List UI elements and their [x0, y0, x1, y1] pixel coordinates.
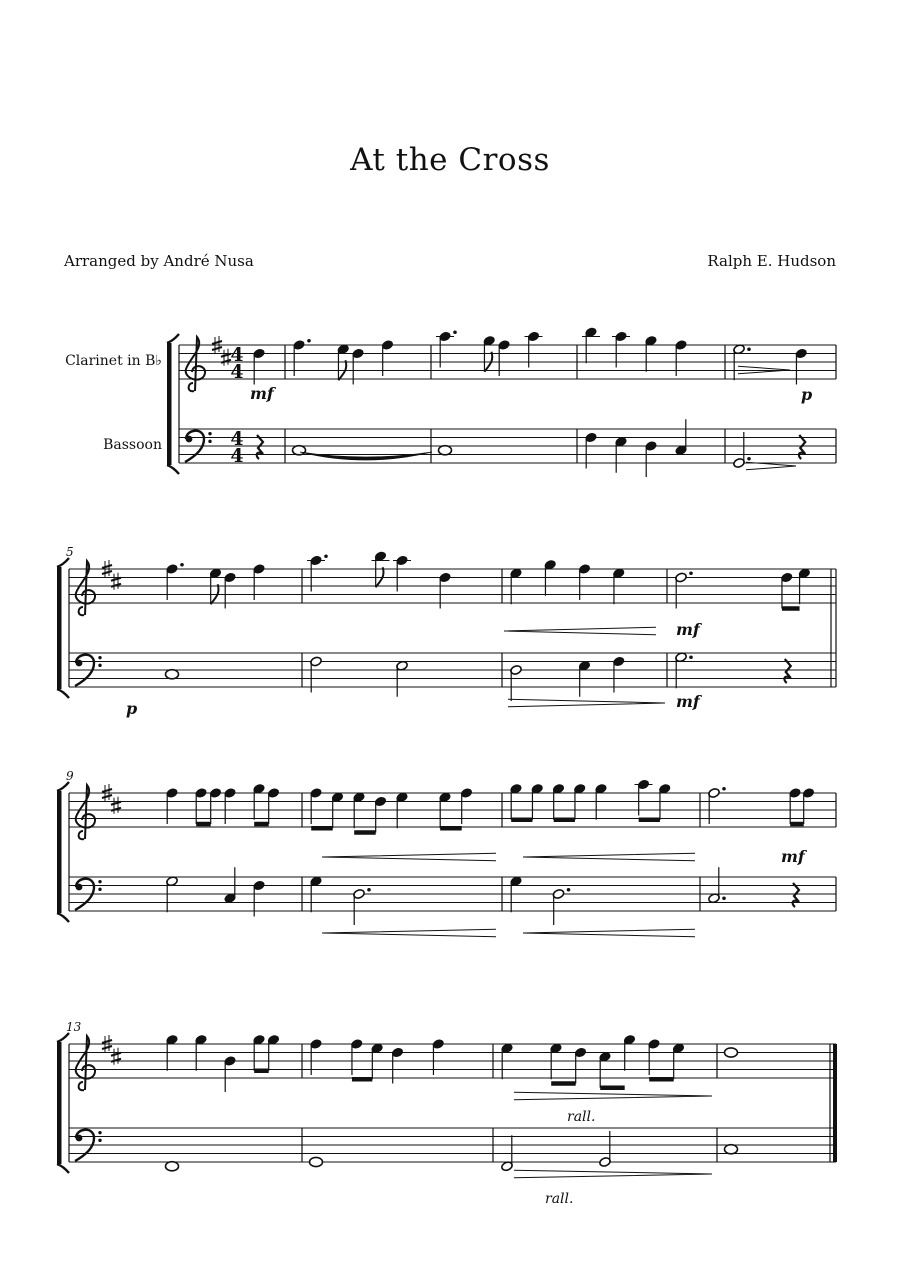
- arranger-credit: Arranged by André Nusa: [64, 252, 254, 270]
- system-bracket: [57, 689, 69, 698]
- crescendo-hairpin: [523, 853, 695, 861]
- sharp-icon: [212, 341, 222, 344]
- time-signature-numerator: 4: [230, 344, 244, 366]
- augmentation-dot: [453, 330, 457, 334]
- crescendo-hairpin: [322, 853, 496, 861]
- bass-clef-icon: [76, 1135, 83, 1142]
- bass-clef-icon: [98, 880, 101, 883]
- decrescendo-hairpin: [514, 1092, 712, 1100]
- augmentation-dot: [180, 563, 184, 567]
- notehead: [725, 1145, 738, 1154]
- measure-number: 13: [66, 1020, 82, 1034]
- notehead: [725, 1048, 738, 1057]
- system-bracket: [57, 1164, 69, 1173]
- dynamic-p: p: [801, 385, 813, 404]
- notehead: [310, 1157, 323, 1166]
- time-signature-denominator: 4: [230, 445, 244, 467]
- bass-clef-icon: [76, 884, 83, 891]
- sharp-icon: [102, 1040, 112, 1043]
- crescendo-hairpin: [523, 929, 695, 937]
- quarter-rest: [784, 659, 790, 683]
- dynamic-mf: mf: [250, 384, 274, 403]
- bass-clef-icon: [186, 436, 193, 443]
- sharp-icon: [102, 565, 112, 568]
- bass-clef-icon: [98, 1139, 101, 1142]
- time-signature-denominator: 4: [230, 361, 244, 383]
- notehead: [439, 446, 452, 455]
- crescendo-hairpin: [322, 929, 496, 937]
- sharp-icon: [111, 578, 121, 581]
- notehead: [166, 1162, 179, 1171]
- instrument-label-bassoon: Bassoon: [103, 437, 162, 453]
- bass-clef-icon: [98, 664, 101, 667]
- rall-marking: rall.: [567, 1109, 596, 1125]
- sharp-icon: [111, 1048, 121, 1065]
- quarter-rest: [793, 883, 799, 907]
- sharp-icon: [102, 789, 112, 792]
- quarter-rest: [257, 435, 263, 459]
- sharp-icon: [212, 347, 222, 350]
- instrument-label-clarinet: Clarinet in B♭: [65, 353, 162, 369]
- sharp-icon: [111, 802, 121, 805]
- bass-clef-icon: [98, 888, 101, 891]
- dynamic-p: p: [126, 699, 138, 718]
- decrescendo-hairpin: [508, 699, 665, 707]
- augmentation-dot: [367, 888, 371, 892]
- rall-marking: rall.: [545, 1191, 574, 1207]
- system-bracket: [167, 334, 179, 343]
- notehead: [293, 446, 306, 455]
- augmentation-dot: [567, 888, 571, 892]
- bass-clef-icon: [208, 432, 211, 435]
- augmentation-dot: [689, 655, 693, 659]
- system-bracket: [57, 791, 62, 913]
- system-bracket: [57, 782, 69, 791]
- measure-number: 5: [66, 545, 74, 559]
- augmentation-dot: [722, 787, 726, 791]
- composer-credit: Ralph E. Hudson: [707, 252, 836, 270]
- sharp-icon: [102, 795, 112, 798]
- crescendo-hairpin: [504, 627, 656, 635]
- augmentation-dot: [307, 339, 311, 343]
- score-title: At the Cross: [350, 142, 550, 178]
- system-bracket: [57, 567, 62, 689]
- system-bracket: [167, 343, 172, 465]
- sharp-icon: [111, 1053, 121, 1056]
- system-bracket: [57, 1033, 69, 1042]
- measure-number: 9: [66, 769, 74, 783]
- sharp-icon: [102, 1046, 112, 1049]
- augmentation-dot: [747, 347, 751, 351]
- bass-clef-icon: [98, 1131, 101, 1134]
- quarter-rest: [799, 435, 805, 459]
- dynamic-mf: mf: [781, 847, 805, 866]
- decrescendo-hairpin: [514, 1170, 712, 1178]
- augmentation-dot: [722, 896, 726, 900]
- system-bracket: [57, 913, 69, 922]
- augmentation-dot: [689, 571, 693, 575]
- sharp-icon: [102, 571, 112, 574]
- final-barline: [833, 1044, 837, 1162]
- augmentation-dot: [324, 554, 328, 558]
- dynamic-mf: mf: [676, 692, 700, 711]
- system-bracket: [167, 465, 179, 474]
- notehead: [166, 670, 179, 679]
- sharp-icon: [111, 797, 121, 814]
- bass-clef-icon: [76, 660, 83, 667]
- time-signature-numerator: 4: [230, 428, 244, 450]
- bass-clef-icon: [98, 656, 101, 659]
- augmentation-dot: [747, 457, 751, 461]
- system-bracket: [57, 558, 69, 567]
- dynamic-mf: mf: [676, 620, 700, 639]
- sharp-icon: [111, 573, 121, 590]
- tie: [300, 452, 432, 460]
- bass-clef-icon: [208, 440, 211, 443]
- system-bracket: [57, 1042, 62, 1164]
